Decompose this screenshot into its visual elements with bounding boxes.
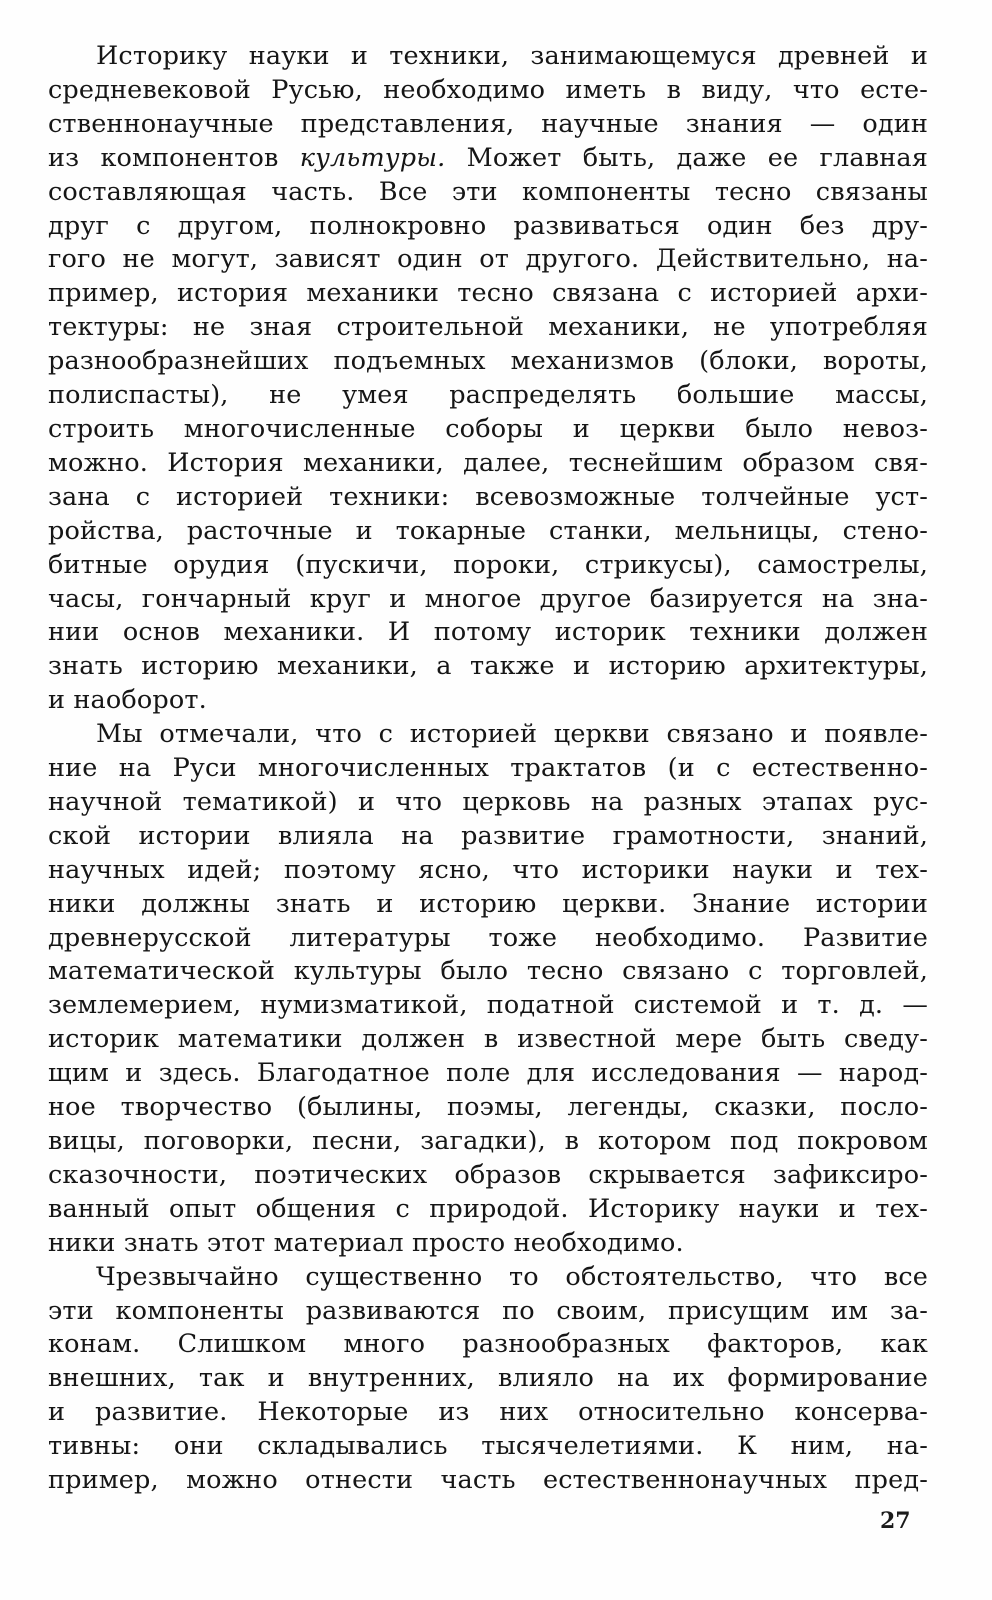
text-line bbox=[48, 142, 928, 176]
text-line: знать историю механики, а также и историю архитектуры, bbox=[48, 651, 928, 682]
text-line: средневековой Русью, необходимо иметь в виду, что есте- bbox=[48, 74, 928, 105]
text-line: ственнонаучные представления, научные знания — один bbox=[48, 108, 928, 139]
text-line: землемерием, нумизматикой, податной системой и т. д. — bbox=[48, 990, 928, 1021]
text-line: составляющая часть. Все эти компоненты тесно связаны bbox=[48, 176, 928, 207]
text-line: внешних, так и внутренних, влияло на их формирование bbox=[48, 1363, 928, 1394]
text-line: часы, гончарный круг и многое другое базируется на зна- bbox=[48, 583, 928, 614]
text-line: друг с другом, полнокровно развиваться один без дру- bbox=[48, 210, 928, 241]
text-line: научных идей; поэтому ясно, что историки науки и тех- bbox=[48, 854, 928, 885]
text-fragment: из компонентов bbox=[48, 142, 300, 173]
body-text bbox=[48, 40, 928, 1498]
text-line: эти компоненты развиваются по своим, присущим им за- bbox=[48, 1295, 928, 1326]
text-line: вицы, поговорки, песни, загадки), в котором под покровом bbox=[48, 1126, 928, 1156]
emphasized-word: культуры. bbox=[299, 142, 446, 173]
text-line: пример, история механики тесно связана с историей архи- bbox=[48, 278, 928, 309]
text-line: древнерусской литературы тоже необходимо. Развитие bbox=[48, 922, 928, 953]
text-line: Мы отмечали, что с историей церкви связано и появле- bbox=[96, 719, 928, 750]
paragraph bbox=[48, 718, 928, 1261]
text-line: ванный опыт общения с природой. Историку науки и тех- bbox=[48, 1193, 928, 1224]
text-line: разнообразнейших подъемных механизмов (блоки, вороты, bbox=[48, 346, 928, 377]
text-line: нии основ механики. И потому историк техники должен bbox=[48, 617, 928, 648]
text-line: Историку науки и техники, занимающемуся древней и bbox=[96, 41, 928, 71]
text-line: ники знать этот материал просто необходимо. bbox=[48, 1227, 684, 1258]
text-line: битные орудия (пускичи, пороки, стрикусы), самострелы, bbox=[48, 549, 928, 580]
text-line: конам. Слишком много разнообразных факторов, как bbox=[48, 1329, 928, 1360]
text-line: щим и здесь. Благодатное поле для исследования — народ- bbox=[48, 1058, 928, 1089]
text-line: и развитие. Некоторые из них относительно консерва- bbox=[48, 1397, 928, 1428]
text-line: строить многочисленные соборы и церкви было невоз- bbox=[48, 413, 928, 444]
text-line: тектуры: не зная строительной механики, не употребляя bbox=[48, 312, 928, 343]
page-number: 27 bbox=[880, 1508, 911, 1534]
text-line: ской истории влияла на развитие грамотности, знаний, bbox=[48, 820, 928, 851]
text-line: ное творчество (былины, поэмы, легенды, сказки, посло- bbox=[48, 1092, 928, 1123]
text-line: математической культуры было тесно связано с торговлей, bbox=[48, 956, 928, 987]
text-line: зана с историей техники: всевозможные толчейные уст- bbox=[48, 481, 928, 512]
text-line: Чрезвычайно существенно то обстоятельство, что все bbox=[96, 1261, 928, 1292]
text-line: и наоборот. bbox=[48, 685, 207, 716]
text-line: гого не могут, зависят один от другого. Действительно, на- bbox=[48, 244, 928, 275]
text-line: ройства, расточные и токарные станки, мельницы, стено- bbox=[48, 515, 928, 546]
text-line: научной тематикой) и что церковь на разных этапах рус- bbox=[48, 786, 928, 817]
text-line: историк математики должен в известной мере быть сведу- bbox=[48, 1024, 928, 1055]
text-line: пример, можно отнести часть естественнонаучных пред- bbox=[48, 1465, 928, 1496]
text-line: сказочности, поэтических образов скрывается зафиксиро- bbox=[48, 1159, 928, 1190]
paragraph bbox=[48, 40, 928, 718]
text-line: тивны: они складывались тысячелетиями. К ним, на- bbox=[48, 1431, 928, 1462]
paragraph bbox=[48, 1261, 928, 1498]
text-line: ники должны знать и историю церкви. Знание истории bbox=[48, 888, 928, 919]
text-line: ние на Руси многочисленных трактатов (и с естественно- bbox=[48, 753, 928, 784]
text-fragment: Может быть, даже ее главная bbox=[445, 142, 928, 173]
text-line: можно. История механики, далее, теснейшим образом свя- bbox=[48, 447, 928, 478]
text-line: полиспасты), не умея распределять большие массы, bbox=[48, 380, 928, 411]
